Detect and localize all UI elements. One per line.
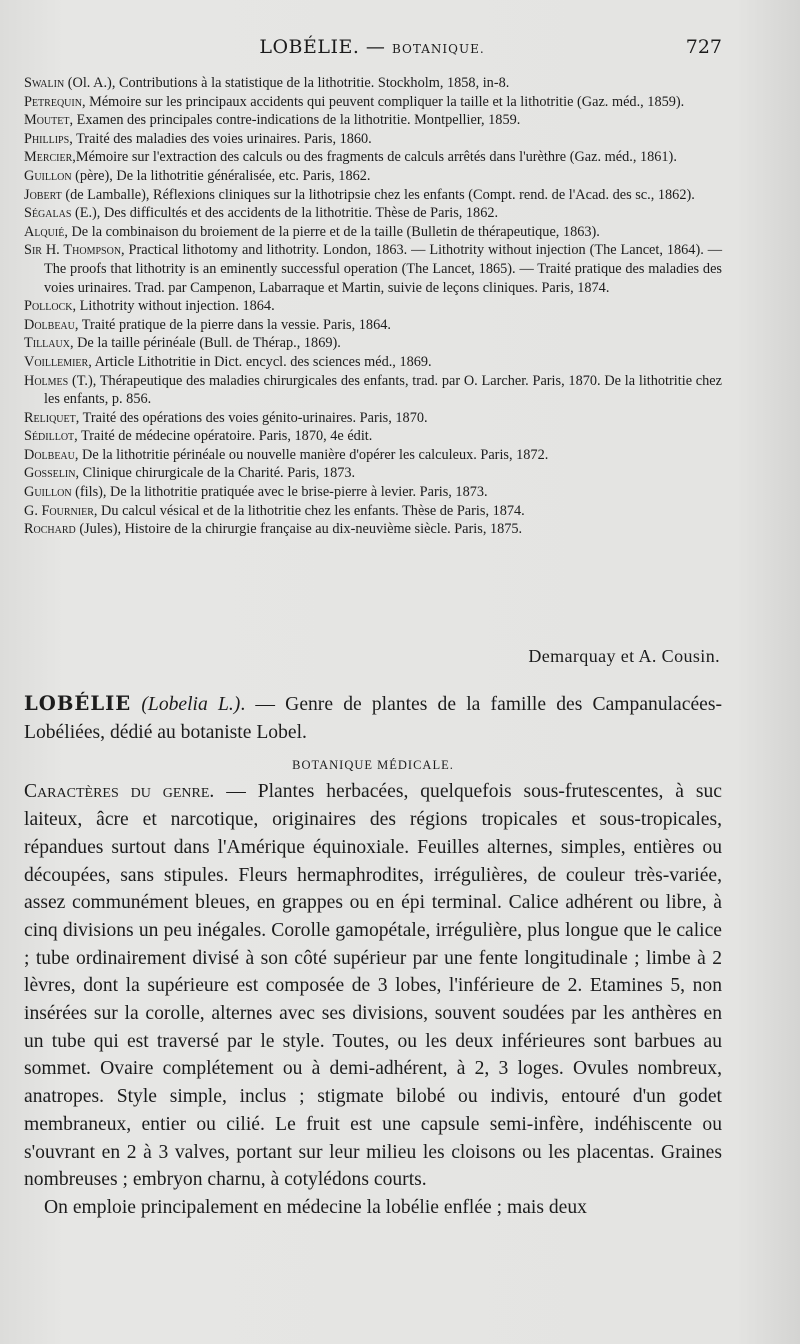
bibliography-author: Pollock xyxy=(24,298,73,315)
bibliography-entry xyxy=(24,297,722,316)
bibliography-author: Mercier xyxy=(24,149,73,166)
bibliography-author: Petrequin xyxy=(24,93,82,110)
bibliography-citation: , Examen des principales contre-indications de la lithotritie. Montpellier, 1859. xyxy=(69,112,521,129)
bibliography-entry xyxy=(24,204,722,223)
bibliography-citation: (père), De la lithotritie généralisée, etc. Paris, 1862. xyxy=(71,167,371,184)
bibliography-citation: , Practical lithotomy and lithotrity. London, 1863. — Lithotrity without injection (The Lancet, 1864). — The proofs that lithotrity is an eminently successful operation (The Lancet, 1865). — Traité pratique des maladies des voies urinaires. Trad. par Campenon, Labarraque et Martin, suivie de leçons cliniques. Paris, 1874. xyxy=(44,242,722,296)
bibliography-citation: , Article Lithotritie in Dict. encycl. des sciences méd., 1869. xyxy=(88,353,432,370)
bibliography-citation: (fils), De la lithotritie pratiquée avec le brise-pierre à levier. Paris, 1873. xyxy=(71,484,488,501)
bibliography-citation: , Traité des maladies des voies urinaires. Paris, 1860. xyxy=(69,130,372,147)
bibliography-entry xyxy=(24,446,722,465)
bibliography-author: Sédillot xyxy=(24,428,75,445)
entry-definition: . — Genre de plantes de la famille des Campanulacées-Lobéliées, dédié au botaniste Lobel. xyxy=(24,694,722,743)
bibliography-entry xyxy=(24,409,722,428)
bibliography-author: Guillon xyxy=(24,167,72,184)
bibliography-author: Tillaux xyxy=(24,335,70,352)
header-title: LOBÉLIE. xyxy=(259,36,360,58)
bibliography-author: G. Fournier xyxy=(24,502,94,519)
bibliography-entry xyxy=(24,334,722,353)
bibliography-citation: , Du calcul vésical et de la lithotritie chez les enfants. Thèse de Paris, 1874. xyxy=(93,502,525,519)
running-header xyxy=(22,36,722,64)
bibliography-author: Jobert xyxy=(24,186,62,203)
entry-headword: LOBÉLIE xyxy=(24,692,132,715)
bibliography-entry xyxy=(24,464,722,483)
header-separator: — xyxy=(359,36,392,58)
paragraph-usage: On emploie principalement en médecine la lobélie enflée ; mais deux xyxy=(44,1196,587,1218)
entry-latin-name: (Lobelia L.) xyxy=(141,694,241,715)
bibliography-entry xyxy=(24,372,722,409)
bibliography-author: Alquié xyxy=(24,223,65,240)
bibliography-citation: (Jules), Histoire de la chirurgie française au dix-neuvième siècle. Paris, 1875. xyxy=(75,521,523,538)
bibliography-entry xyxy=(24,520,722,539)
bibliography-author: Holmes xyxy=(24,372,69,389)
bibliography-citation: , Traité des opérations des voies génito-urinaires. Paris, 1870. xyxy=(75,409,428,426)
paragraph-lead: Caractères du genre. xyxy=(24,781,215,803)
bibliography-citation: (de Lamballe), Réflexions cliniques sur la lithotripsie chez les enfants (Compt. rend. de l'Acad. des sc., 1862). xyxy=(61,186,695,203)
bibliography-author: Ségalas xyxy=(24,205,72,222)
bibliography-entry xyxy=(24,502,722,521)
bibliography-entry xyxy=(24,223,722,242)
bibliography-entry xyxy=(24,148,722,167)
bibliography-author: Dolbeau xyxy=(24,446,75,463)
bibliography-author: Rochard xyxy=(24,521,76,538)
bibliography-entry xyxy=(24,111,722,130)
bibliography-author: Phillips xyxy=(24,130,70,147)
bibliography-author: Gosselin xyxy=(24,465,76,482)
bibliography-author: Swalin xyxy=(24,75,65,91)
bibliography-citation: , Mémoire sur les principaux accidents qui peuvent compliquer la taille et la lithotritie (Gaz. méd., 1859). xyxy=(81,93,685,110)
running-title xyxy=(22,36,722,58)
article-body xyxy=(24,690,722,1222)
bibliography-citation: (Ol. A.), Contributions à la statistique de la lithotritie. Stockholm, 1858, in-8. xyxy=(64,75,510,91)
bibliography-citation: , De la lithotritie périnéale ou nouvelle manière d'opérer les calculeux. Paris, 1872. xyxy=(74,446,549,463)
bibliography xyxy=(24,74,722,539)
bibliography-citation: (T.), Thérapeutique des maladies chirurgicales des enfants, trad. par O. Larcher. Paris, 1870. De la lithotritie chez les enfants, p. 856. xyxy=(44,372,722,408)
bibliography-entry xyxy=(24,483,722,502)
bibliography-entry xyxy=(24,167,722,186)
bibliography-author: Voillemier xyxy=(24,353,89,370)
bibliography-entry xyxy=(24,93,722,112)
bibliography-citation: (E.), Des difficultés et des accidents de la lithotritie. Thèse de Paris, 1862. xyxy=(71,205,499,222)
entry-heading xyxy=(24,690,722,746)
bibliography-citation: ,Mémoire sur l'extraction des calculs ou des fragments de calculs arrêtés dans l'urèthre (Gaz. méd., 1861). xyxy=(72,149,677,166)
bibliography-entry xyxy=(24,353,722,372)
bibliography-author: Reliquet xyxy=(24,409,76,426)
paragraph-genus-characters xyxy=(24,778,722,1194)
section-title: BOTANIQUE MÉDICALE. xyxy=(292,758,454,773)
bibliography-entry xyxy=(24,316,722,335)
header-subtitle: BOTANIQUE. xyxy=(391,42,485,56)
bibliography-citation: , De la combinaison du broiement de la pierre et de la taille (Bulletin de thérapeutique, 1863). xyxy=(64,223,600,240)
bibliography-citation: , Clinique chirurgicale de la Charité. Paris, 1873. xyxy=(75,465,356,482)
bibliography-author: Guillon xyxy=(24,484,72,501)
bibliography-entry xyxy=(24,130,722,149)
bibliography-author: Sir H. Thompson xyxy=(24,242,122,259)
bibliography-citation: , Lithotrity without injection. 1864. xyxy=(72,298,275,315)
article-signature: Demarquay et A. Cousin. xyxy=(528,646,720,666)
bibliography-author: Moutet xyxy=(24,112,70,129)
page-number: 727 xyxy=(685,36,722,58)
bibliography-entry xyxy=(24,241,722,297)
bibliography-entry xyxy=(24,427,722,446)
bibliography-citation: , Traité de médecine opératoire. Paris, 1870, 4e édit. xyxy=(74,428,373,445)
bibliography-citation: , De la taille périnéale (Bull. de Thérap., 1869). xyxy=(69,335,341,352)
bibliography-entry xyxy=(24,186,722,205)
paragraph-text: — Plantes herbacées, quelquefois sous-frutescentes, à suc laiteux, âcre et narcotique, originaires des régions tropicales et sous-tropicales, répandues surtout dans l'Amérique équinoxiale. Feuilles alternes, simples, entières ou découpées, sans stipules. Fleurs hermaphrodites, irrégulières, de couleur très-variée, assez communément bleues, en grappes ou en épi terminal. Calice adhérent ou libre, à cinq divisions un peu inégales. Corolle gamopétale, irrégulière, plus longue que le calice ; tube ordinairement divisé à son côté supérieur par une fente longitudinale ; limbe à 2 lèvres, dont la supérieure est composée de 3 lobes, l'inférieure de 2. Etamines 5, non insérées sur la corolle, alternes avec ses divisions, souvent soudées par les anthères en un tube qui est traversé par le style. Toutes, ou les deux inférieures sont barbues au sommet. Ovaire complétement ou à demi-adhérent, à 2, 3 loges. Ovules nombreux, anatropes. Style simple, inclus ; stigmate bilobé ou indivis, entouré d'un godet membraneux, entier ou cilié. Le fruit est une capsule semi-infère, indéhiscente ou s'ouvrant en 2 à 3 valves, portant sur leur milieu les cloisons ou les placentas. Graines nombreuses ; embryon charnu, à cotylédons courts. xyxy=(24,781,722,1191)
bibliography-citation: , Traité pratique de la pierre dans la vessie. Paris, 1864. xyxy=(74,316,391,333)
bibliography-entry xyxy=(24,74,722,93)
bibliography-author: Dolbeau xyxy=(24,316,75,333)
